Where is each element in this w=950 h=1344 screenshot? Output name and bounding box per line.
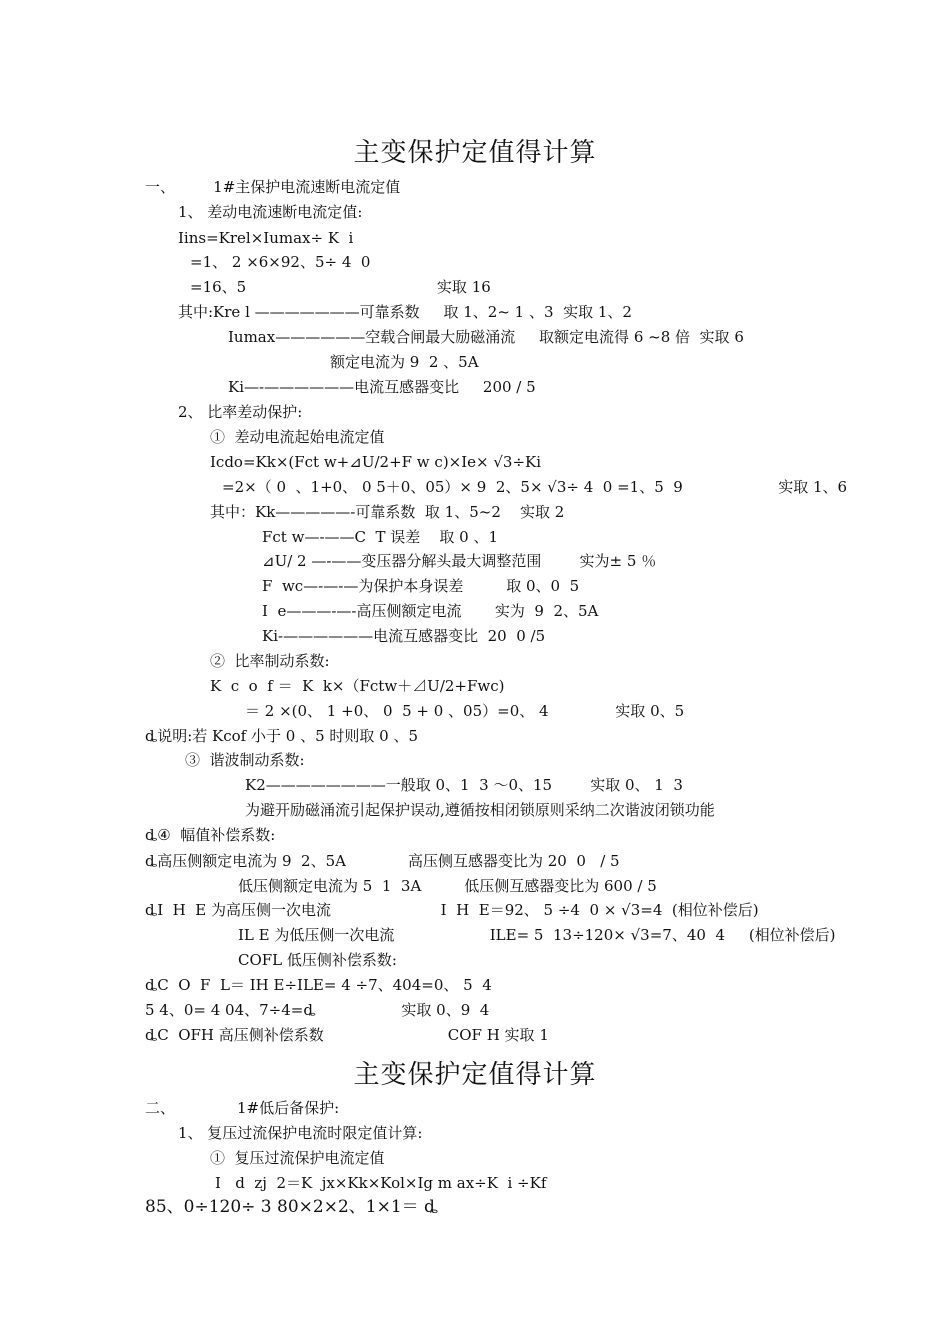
parameter-line: 低压侧额定电流为 5 1 3A 低压侧互感器变比为 600 / 5 <box>238 877 657 895</box>
item-heading: ① 复压过流保护电流定值 <box>210 1149 385 1167</box>
subsection-heading: 2、 比率差动保护: <box>178 403 303 421</box>
formula-line: 85、0÷120÷ 3 80×2×2、1×1＝ ȡ <box>145 1197 438 1217</box>
parameter-line: COFL 低压侧补偿系数: <box>238 951 397 969</box>
parameter-line: 其中：Kk—————-可靠系数 取 1、5~2 实取 2 <box>210 503 565 521</box>
result-line: ＝ 2 ×(0、 1 +0、 0 5 + 0 、05）=0、 4 实取 0、5 <box>245 702 685 720</box>
subsection-heading: 1、 差动电流速断电流定值: <box>178 203 363 221</box>
note-line: 为避开励磁涌流引起保护误动,遵循按相闭锁原则采纳二次谐波闭锁功能 <box>245 801 715 819</box>
item-heading: ① 差动电流起始电流定值 <box>210 428 385 446</box>
note-line: ȡ说明:若 Kcof 小于 0 、5 时则取 0 、5 <box>145 727 419 745</box>
parameter-line: I e———-—-高压侧额定电流 实为 9 2、5A <box>262 602 599 620</box>
result-line: 5 4、0= 4 04、7÷4=ȡ 实取 0、9 4 <box>145 1001 490 1019</box>
formula-line: ȡC O F L＝ IH E÷ILE= 4 ÷7、404=0、 5 4 <box>145 976 492 994</box>
parameter-line: ⊿U/ 2 —-——变压器分解头最大调整范围 实为± 5 ％ <box>262 552 657 570</box>
parameter-line: ȡC OFH 高压侧补偿系数 COF H 实取 1 <box>145 1026 549 1044</box>
item-heading: ② 比率制动系数: <box>210 652 330 670</box>
parameter-line: 额定电流为 9 2 、5A <box>330 353 479 371</box>
document-title: 主变保护定值得计算 <box>353 1060 597 1090</box>
parameter-line: Ki—-——————电流互感器变比 200 / 5 <box>228 378 536 396</box>
item-heading: ȡ④ 幅值补偿系数: <box>145 826 276 844</box>
formula-line: =1、 2 ×6×92、5÷ 4 0 <box>190 253 371 271</box>
parameter-line: 其中:Kre l ———————可靠系数 取 1、2~ 1 、3 实取 1、2 <box>178 303 632 321</box>
formula-line: IL E 为低压侧一次电流 ILE= 5 13÷120× √3=7、40 4 (相位补偿后) <box>238 926 836 944</box>
section-heading: 一、 1#主保护电流速断电流定值 <box>145 178 401 196</box>
parameter-line: Ki-——————电流互感器变比 20 0 /5 <box>262 627 546 645</box>
formula-line: Icdo=Kk×(Fct w+⊿U/2+F w c)×Ie× √3÷Ki <box>210 453 542 471</box>
parameter-line: Fct w—-——C T 误差 取 0 、1 <box>262 528 498 546</box>
subsection-heading: 1、 复压过流保护电流时限定值计算: <box>178 1124 423 1142</box>
formula-line: I d zj 2＝K jx×Kk×Kol×Ig m ax÷K i ÷Kf <box>215 1174 547 1192</box>
formula-line: ȡI H E 为高压侧一次电流 I H E＝92、 5 ÷4 0 × √3=4 (相位补偿后) <box>145 901 759 919</box>
formula-line: Iins=Krel×Iumax÷ K i <box>178 229 354 247</box>
document-title: 主变保护定值得计算 <box>353 138 597 168</box>
parameter-line: K2————————一般取 0、1 3 ～0、15 实取 0、 1 3 <box>245 776 683 794</box>
item-heading: ③ 谐波制动系数: <box>185 751 305 769</box>
parameter-line: ȡ高压侧额定电流为 9 2、5A 高压侧互感器变比为 20 0 / 5 <box>145 852 620 870</box>
formula-line: K c o f ＝ K k×（Fctw＋⊿U/2+Fwc) <box>210 677 505 695</box>
result-line: =2×（ 0 、1+0、 0 5＋0、05）× 9 2、5× √3÷ 4 0 =1、5 9 实取 1、6 <box>222 478 848 496</box>
section-heading: 二、 1#低后备保护: <box>145 1099 340 1117</box>
parameter-line: F wc—-—-—为保护本身误差 取 0、0 5 <box>262 577 580 595</box>
result-line: =16、5 实取 16 <box>190 278 491 296</box>
parameter-line: Iumax——————空载合闸最大励磁涌流 取额定电流得 6 ~8 倍 实取 6 <box>228 328 744 346</box>
